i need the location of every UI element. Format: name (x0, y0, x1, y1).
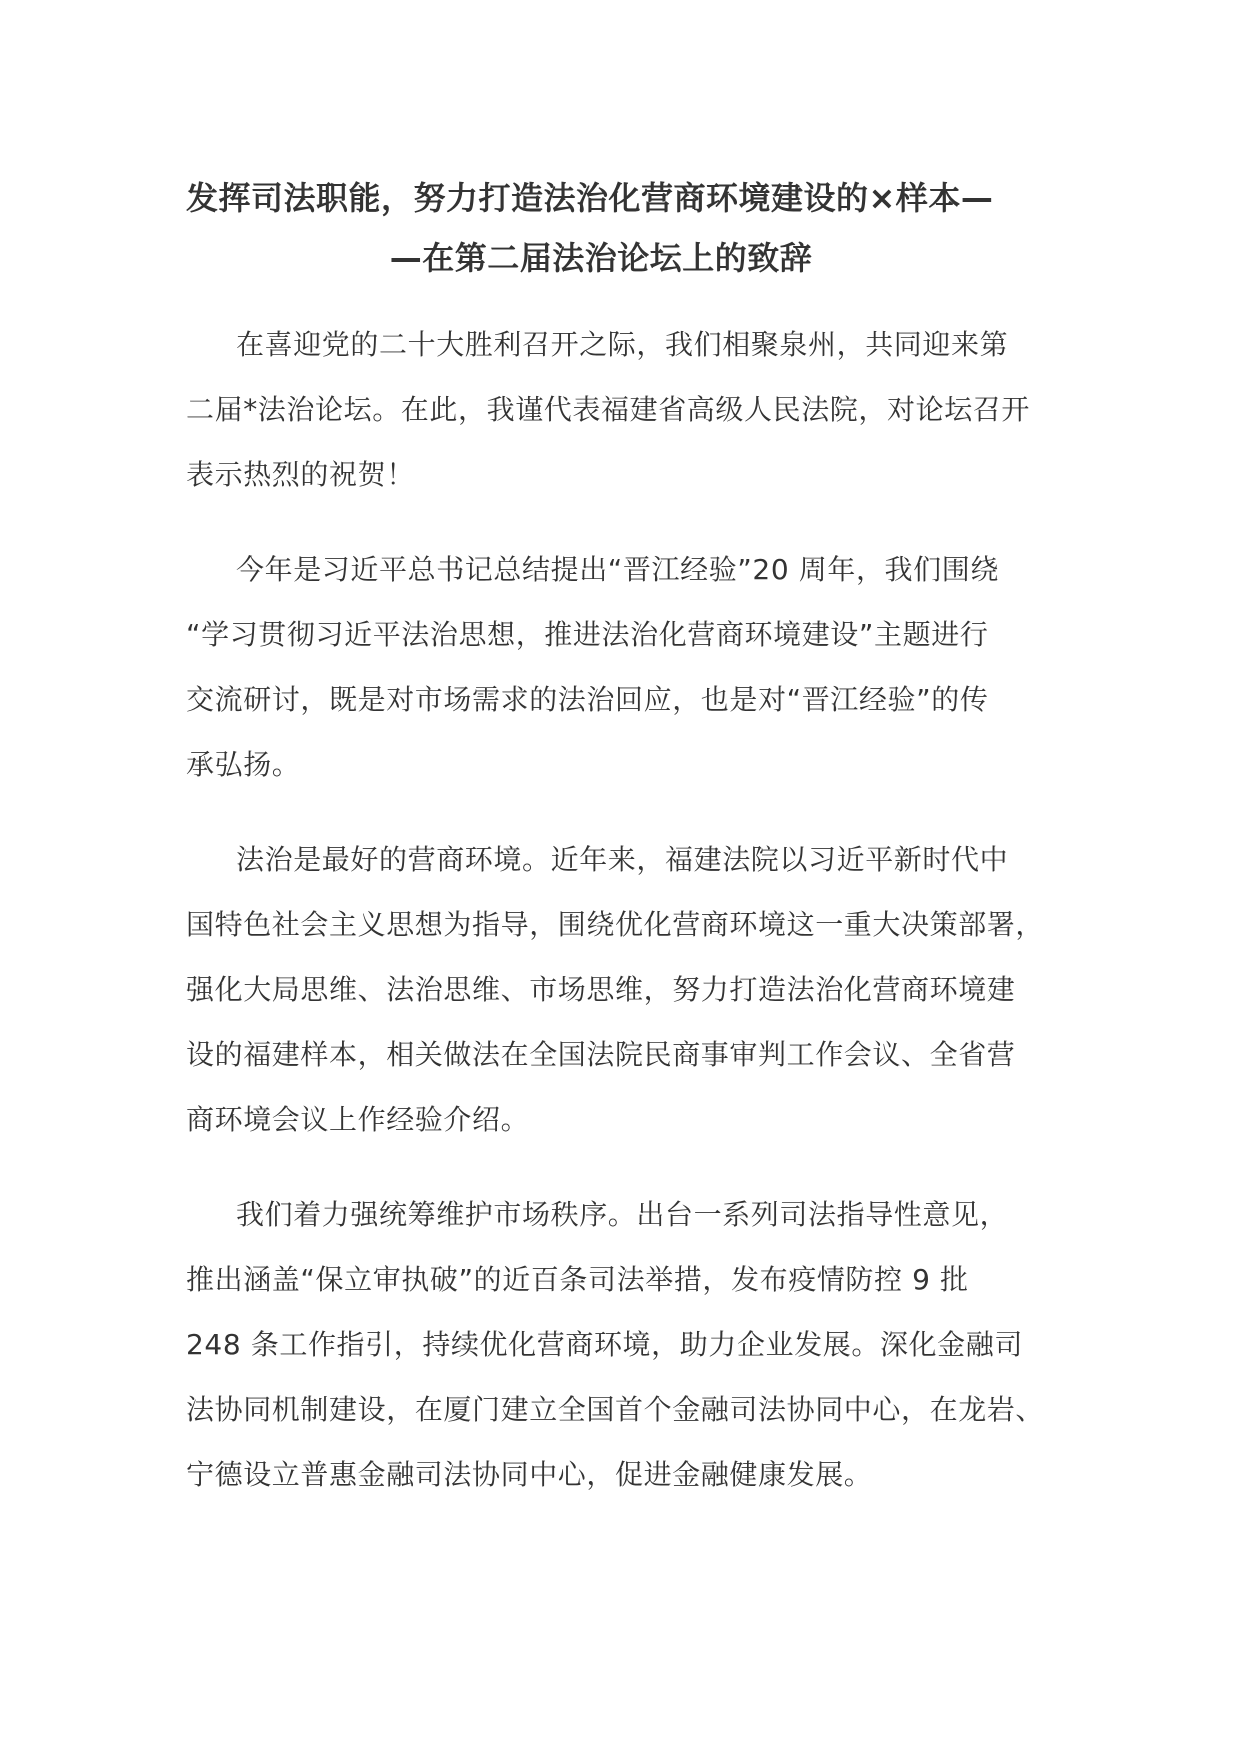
paragraph-line: 承弘扬。 (186, 748, 301, 781)
paragraph-line: 交流研讨，既是对市场需求的法治回应，也是对“晋江经验”的传 (186, 683, 989, 716)
paragraph-line: 推出涵盖“保立审执破”的近百条司法举措，发布疫情防控 9 批 (186, 1263, 969, 1296)
paragraph-2 (186, 537, 1076, 797)
title-line-2: —在第二届法治论坛上的致辞 (389, 239, 813, 277)
paragraph-line: 国特色社会主义思想为指导，围绕优化营商环境这一重大决策部署， (186, 908, 1045, 941)
paragraph-line: 法治是最好的营商环境。近年来，福建法院以习近平新时代中 (236, 843, 1009, 876)
paragraph-line: “学习贯彻习近平法治思想，推进法治化营商环境建设”主题进行 (186, 618, 989, 651)
paragraph-1 (186, 312, 1076, 507)
paragraph-line: 商环境会议上作经验介绍。 (186, 1103, 530, 1136)
paragraph-line: 我们着力强统筹维护市场秩序。出台一系列司法指导性意见， (236, 1198, 1009, 1231)
paragraph-line: 在喜迎党的二十大胜利召开之际，我们相聚泉州，共同迎来第 (236, 328, 1009, 361)
title-line-1: 发挥司法职能，努力打造法治化营商环境建设的×样本— (186, 179, 994, 217)
paragraph-4 (186, 1182, 1076, 1507)
paragraph-line: 二届*法治论坛。在此，我谨代表福建省高级人民法院，对论坛召开 (186, 393, 1031, 426)
paragraph-line: 248 条工作指引，持续优化营商环境，助力企业发展。深化金融司 (186, 1328, 1023, 1361)
paragraph-line: 强化大局思维、法治思维、市场思维，努力打造法治化营商环境建 (186, 973, 1016, 1006)
document-body (186, 312, 1076, 1537)
paragraph-3 (186, 827, 1076, 1152)
paragraph-line: 今年是习近平总书记总结提出“晋江经验”20 周年，我们围绕 (236, 553, 999, 586)
document-title (186, 168, 1056, 288)
paragraph-line: 设的福建样本，相关做法在全国法院民商事审判工作会议、全省营 (186, 1038, 1016, 1071)
paragraph-line: 宁德设立普惠金融司法协同中心，促进金融健康发展。 (186, 1458, 873, 1491)
paragraph-line: 法协同机制建设，在厦门建立全国首个金融司法协同中心，在龙岩、 (186, 1393, 1045, 1426)
paragraph-line: 表示热烈的祝贺！ (186, 458, 415, 491)
